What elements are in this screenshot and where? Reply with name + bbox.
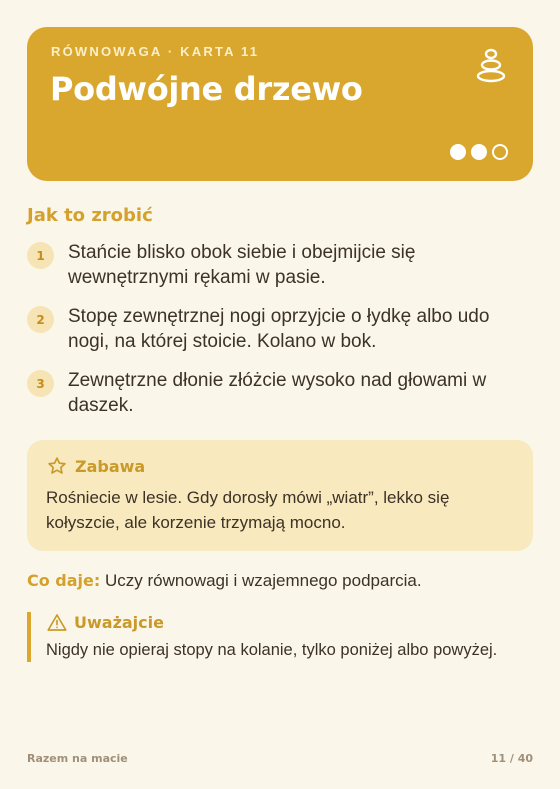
warning-box xyxy=(27,612,533,662)
progress-dot xyxy=(492,144,508,160)
progress-dot xyxy=(450,144,466,160)
footer-book-title: Razem na macie xyxy=(27,752,128,765)
step-text: Zewnętrzne dłonie złóżcie wysoko nad głowami w daszek. xyxy=(68,370,487,416)
list-item xyxy=(27,304,533,354)
benefit-label: Co daje: xyxy=(27,571,101,590)
steps-list xyxy=(27,240,533,432)
progress-dots xyxy=(450,144,508,160)
warning-title: Uważajcie xyxy=(74,613,164,632)
step-text: Stańcie blisko obok siebie i obejmijcie się wewnętrznymi rękami w pasie. xyxy=(68,242,416,288)
card-kicker: RÓWNOWAGA · KARTA 11 xyxy=(51,44,260,59)
step-number-badge: 1 xyxy=(27,242,54,269)
warning-text: Nigdy nie opieraj stopy na kolanie, tylko poniżej albo powyżej. xyxy=(46,641,498,659)
card-header xyxy=(27,27,533,181)
progress-dot xyxy=(471,144,487,160)
fun-title: Zabawa xyxy=(75,456,146,476)
page-title: Podwójne drzewo xyxy=(50,70,363,108)
fun-header xyxy=(47,456,145,476)
step-number-badge: 3 xyxy=(27,370,54,397)
warning-header xyxy=(47,613,164,632)
step-number-badge: 2 xyxy=(27,306,54,333)
step-text: Stopę zewnętrznej nogi oprzyjcie o łydkę albo udo nogi, na której stoicie. Kolano w bok. xyxy=(68,306,490,352)
footer-page-number: 11 / 40 xyxy=(490,752,533,765)
warning-triangle-icon xyxy=(47,613,67,632)
fun-box xyxy=(27,440,533,551)
list-item xyxy=(27,240,533,290)
fun-text: Rośniecie w lesie. Gdy dorosły mówi „wiatr”, lekko się kołyszcie, ale korzenie trzymają mocno. xyxy=(46,488,450,532)
star-icon xyxy=(47,456,67,476)
benefit-line xyxy=(27,571,422,591)
list-item xyxy=(27,368,533,418)
stacked-stones-icon xyxy=(476,47,506,83)
benefit-text: Uczy równowagi i wzajemnego podparcia. xyxy=(100,571,422,590)
section-title: Jak to zrobić xyxy=(27,205,153,226)
